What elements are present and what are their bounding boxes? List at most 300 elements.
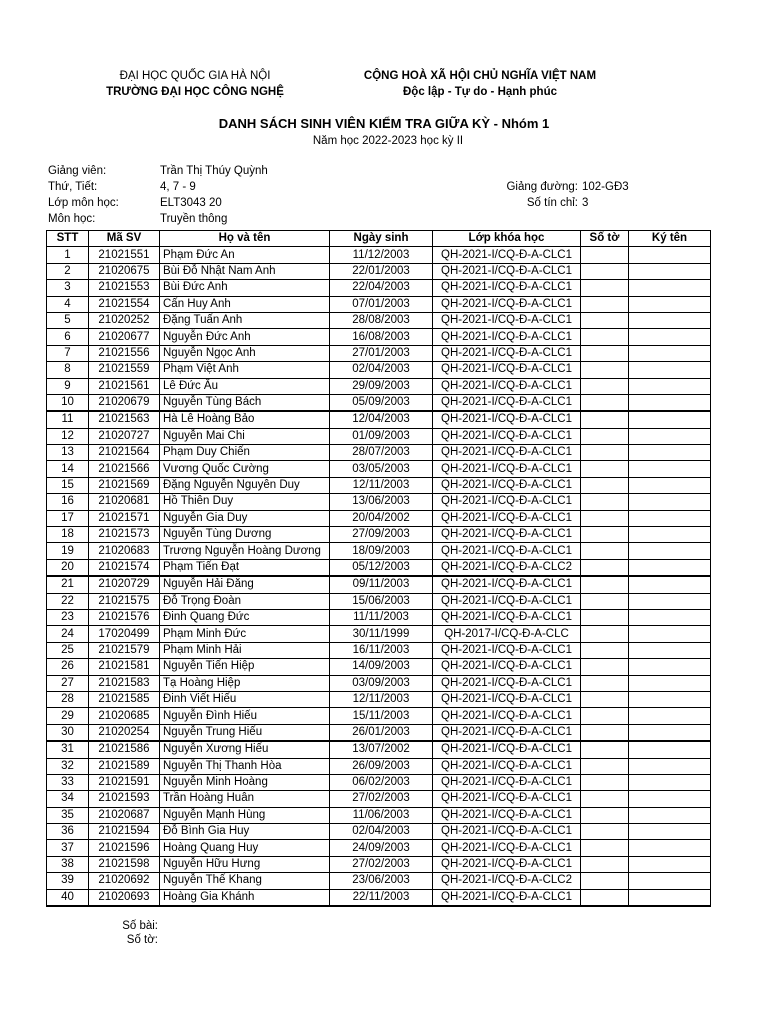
cell-signature — [629, 543, 711, 559]
table-row — [47, 329, 711, 345]
room-label: Giảng đường: — [506, 181, 578, 193]
cell-birth-date: 05/12/2003 — [330, 559, 433, 576]
cell-birth-date: 03/09/2003 — [330, 675, 433, 691]
cell-class: QH-2021-I/CQ-Đ-A-CLC2 — [433, 559, 581, 576]
cell-birth-date: 18/09/2003 — [330, 543, 433, 559]
cell-birth-date: 14/09/2003 — [330, 659, 433, 675]
cell-class: QH-2021-I/CQ-Đ-A-CLC1 — [433, 774, 581, 790]
cell-sheets — [581, 824, 629, 840]
cell-stt: 14 — [47, 461, 89, 477]
cell-sheets — [581, 477, 629, 493]
cell-birth-date: 27/02/2003 — [330, 791, 433, 807]
cell-class: QH-2021-I/CQ-Đ-A-CLC1 — [433, 543, 581, 559]
cell-birth-date: 22/11/2003 — [330, 889, 433, 906]
cell-full-name: Vương Quốc Cường — [160, 461, 330, 477]
cell-stt: 8 — [47, 362, 89, 378]
cell-student-id: 21021576 — [89, 609, 160, 625]
cell-stt: 9 — [47, 378, 89, 394]
cell-student-id: 21021573 — [89, 527, 160, 543]
cell-signature — [629, 247, 711, 263]
cell-sheets — [581, 856, 629, 872]
cell-sheets — [581, 345, 629, 361]
cell-birth-date: 26/01/2003 — [330, 724, 433, 741]
table-row — [47, 494, 711, 510]
cell-student-id: 17020499 — [89, 626, 160, 642]
cell-class: QH-2021-I/CQ-Đ-A-CLC1 — [433, 609, 581, 625]
cell-sheets — [581, 791, 629, 807]
cell-birth-date: 06/02/2003 — [330, 774, 433, 790]
cell-sheets — [581, 510, 629, 526]
cell-class: QH-2021-I/CQ-Đ-A-CLC1 — [433, 642, 581, 658]
subject-label: Môn học: — [48, 213, 96, 225]
cell-class: QH-2017-I/CQ-Đ-A-CLC — [433, 626, 581, 642]
cell-student-id: 21021553 — [89, 280, 160, 296]
cell-birth-date: 26/09/2003 — [330, 758, 433, 774]
cell-birth-date: 22/01/2003 — [330, 263, 433, 279]
cell-stt: 7 — [47, 345, 89, 361]
cell-student-id: 21021593 — [89, 791, 160, 807]
cell-student-id: 21021561 — [89, 378, 160, 394]
cell-signature — [629, 889, 711, 906]
cell-stt: 32 — [47, 758, 89, 774]
cell-student-id: 21021585 — [89, 691, 160, 707]
cell-full-name: Nguyễn Minh Hoàng — [160, 774, 330, 790]
cell-sheets — [581, 263, 629, 279]
table-row — [47, 428, 711, 444]
cell-birth-date: 27/02/2003 — [330, 856, 433, 872]
lecturer-label: Giảng viên: — [48, 165, 107, 177]
table-row — [47, 708, 711, 724]
column-header-student-id: Mã SV — [89, 231, 160, 247]
cell-class: QH-2021-I/CQ-Đ-A-CLC1 — [433, 889, 581, 906]
table-row — [47, 609, 711, 625]
cell-class: QH-2021-I/CQ-Đ-A-CLC1 — [433, 708, 581, 724]
table-row — [47, 724, 711, 741]
cell-student-id: 21021579 — [89, 642, 160, 658]
cell-full-name: Nguyễn Thế Khang — [160, 873, 330, 889]
cell-student-id: 21021591 — [89, 774, 160, 790]
cell-student-id: 21020677 — [89, 329, 160, 345]
cell-signature — [629, 461, 711, 477]
cell-stt: 39 — [47, 873, 89, 889]
table-row — [47, 626, 711, 642]
table-row — [47, 840, 711, 856]
table-row — [47, 461, 711, 477]
cell-class: QH-2021-I/CQ-Đ-A-CLC1 — [433, 461, 581, 477]
period-label: Thứ, Tiết: — [48, 181, 98, 193]
cell-student-id: 21021598 — [89, 856, 160, 872]
cell-student-id: 21021574 — [89, 559, 160, 576]
cell-signature — [629, 477, 711, 493]
cell-birth-date: 27/01/2003 — [330, 345, 433, 361]
table-row — [47, 296, 711, 312]
column-header-signature: Ký tên — [629, 231, 711, 247]
cell-sheets — [581, 461, 629, 477]
cell-student-id: 21021569 — [89, 477, 160, 493]
cell-sheets — [581, 312, 629, 328]
table-row — [47, 774, 711, 790]
cell-full-name: Nguyễn Trung Hiếu — [160, 724, 330, 741]
cell-stt: 31 — [47, 741, 89, 758]
table-row — [47, 345, 711, 361]
cell-signature — [629, 774, 711, 790]
period-value: 4, 7 - 9 — [160, 181, 196, 193]
table-row — [47, 807, 711, 823]
cell-sheets — [581, 593, 629, 609]
cell-stt: 36 — [47, 824, 89, 840]
cell-student-id: 21020693 — [89, 889, 160, 906]
cell-class: QH-2021-I/CQ-Đ-A-CLC1 — [433, 345, 581, 361]
cell-full-name: Nguyễn Đình Hiếu — [160, 708, 330, 724]
cell-sheets — [581, 394, 629, 411]
cell-student-id: 21020729 — [89, 576, 160, 593]
table-row — [47, 889, 711, 906]
cell-stt: 16 — [47, 494, 89, 510]
cell-student-id: 21021551 — [89, 247, 160, 263]
cell-student-id: 21020687 — [89, 807, 160, 823]
table-row — [47, 247, 711, 263]
cell-class: QH-2021-I/CQ-Đ-A-CLC1 — [433, 263, 581, 279]
cell-stt: 1 — [47, 247, 89, 263]
cell-full-name: Phạm Đức An — [160, 247, 330, 263]
cell-signature — [629, 428, 711, 444]
cell-signature — [629, 626, 711, 642]
cell-sheets — [581, 626, 629, 642]
cell-birth-date: 11/06/2003 — [330, 807, 433, 823]
cell-class: QH-2021-I/CQ-Đ-A-CLC1 — [433, 741, 581, 758]
cell-full-name: Phạm Minh Hải — [160, 642, 330, 658]
cell-full-name: Phạm Minh Đức — [160, 626, 330, 642]
column-header-birth-date: Ngày sinh — [330, 231, 433, 247]
university-name: ĐẠI HỌC QUỐC GIA HÀ NỘI — [119, 70, 271, 82]
country-motto: Độc lập - Tự do - Hạnh phúc — [403, 86, 557, 98]
cell-stt: 20 — [47, 559, 89, 576]
room-value: 102-GĐ3 — [582, 181, 629, 193]
cell-full-name: Bùi Đỗ Nhật Nam Anh — [160, 263, 330, 279]
table-row — [47, 675, 711, 691]
cell-birth-date: 09/11/2003 — [330, 576, 433, 593]
cell-student-id: 21021583 — [89, 675, 160, 691]
cell-signature — [629, 691, 711, 707]
cell-signature — [629, 263, 711, 279]
cell-student-id: 21021586 — [89, 741, 160, 758]
cell-signature — [629, 791, 711, 807]
cell-sheets — [581, 691, 629, 707]
cell-class: QH-2021-I/CQ-Đ-A-CLC1 — [433, 477, 581, 493]
cell-stt: 6 — [47, 329, 89, 345]
cell-birth-date: 27/09/2003 — [330, 527, 433, 543]
cell-full-name: Lê Đức Âu — [160, 378, 330, 394]
cell-class: QH-2021-I/CQ-Đ-A-CLC1 — [433, 510, 581, 526]
cell-full-name: Đinh Quang Đức — [160, 609, 330, 625]
cell-signature — [629, 873, 711, 889]
cell-sheets — [581, 527, 629, 543]
cell-birth-date: 11/12/2003 — [330, 247, 433, 263]
cell-birth-date: 01/09/2003 — [330, 428, 433, 444]
cell-birth-date: 29/09/2003 — [330, 378, 433, 394]
cell-signature — [629, 510, 711, 526]
cell-student-id: 21021556 — [89, 345, 160, 361]
cell-student-id: 21021559 — [89, 362, 160, 378]
cell-student-id: 21021594 — [89, 824, 160, 840]
cell-stt: 28 — [47, 691, 89, 707]
cell-sheets — [581, 774, 629, 790]
cell-signature — [629, 642, 711, 658]
cell-stt: 21 — [47, 576, 89, 593]
student-roster-table — [46, 230, 711, 907]
cell-stt: 38 — [47, 856, 89, 872]
cell-signature — [629, 394, 711, 411]
cell-stt: 5 — [47, 312, 89, 328]
cell-sheets — [581, 807, 629, 823]
cell-birth-date: 03/05/2003 — [330, 461, 433, 477]
cell-full-name: Đinh Viết Hiếu — [160, 691, 330, 707]
cell-full-name: Nguyễn Mạnh Hùng — [160, 807, 330, 823]
cell-signature — [629, 659, 711, 675]
cell-student-id: 21021589 — [89, 758, 160, 774]
table-row — [47, 741, 711, 758]
cell-signature — [629, 329, 711, 345]
cell-signature — [629, 345, 711, 361]
table-row — [47, 642, 711, 658]
cell-birth-date: 28/08/2003 — [330, 312, 433, 328]
cell-full-name: Nguyễn Tiến Hiệp — [160, 659, 330, 675]
cell-full-name: Nguyễn Hải Đăng — [160, 576, 330, 593]
cell-sheets — [581, 543, 629, 559]
cell-class: QH-2021-I/CQ-Đ-A-CLC1 — [433, 428, 581, 444]
cell-stt: 26 — [47, 659, 89, 675]
cell-sheets — [581, 378, 629, 394]
cell-student-id: 21020679 — [89, 394, 160, 411]
cell-full-name: Cấn Huy Anh — [160, 296, 330, 312]
cell-signature — [629, 593, 711, 609]
table-row — [47, 559, 711, 576]
table-row — [47, 824, 711, 840]
column-header-stt: STT — [47, 231, 89, 247]
table-row — [47, 394, 711, 411]
cell-stt: 22 — [47, 593, 89, 609]
cell-full-name: Hoàng Quang Huy — [160, 840, 330, 856]
cell-student-id: 21020675 — [89, 263, 160, 279]
country-name: CỘNG HOÀ XÃ HỘI CHỦ NGHĨA VIỆT NAM — [363, 70, 597, 82]
cell-sheets — [581, 889, 629, 906]
credits-value: 3 — [582, 197, 589, 209]
cell-full-name: Trương Nguyễn Hoàng Dương — [160, 543, 330, 559]
cell-signature — [629, 807, 711, 823]
cell-stt: 27 — [47, 675, 89, 691]
cell-birth-date: 12/04/2003 — [330, 411, 433, 428]
table-row — [47, 543, 711, 559]
cell-stt: 23 — [47, 609, 89, 625]
cell-full-name: Phạm Việt Anh — [160, 362, 330, 378]
cell-student-id: 21021563 — [89, 411, 160, 428]
cell-student-id: 21020727 — [89, 428, 160, 444]
cell-full-name: Nguyễn Thị Thanh Hòa — [160, 758, 330, 774]
table-row — [47, 411, 711, 428]
cell-student-id: 21021571 — [89, 510, 160, 526]
cell-birth-date: 07/01/2003 — [330, 296, 433, 312]
cell-class: QH-2021-I/CQ-Đ-A-CLC1 — [433, 312, 581, 328]
cell-sheets — [581, 724, 629, 741]
cell-signature — [629, 741, 711, 758]
cell-class: QH-2021-I/CQ-Đ-A-CLC1 — [433, 807, 581, 823]
table-header-row — [47, 231, 711, 247]
cell-student-id: 21021581 — [89, 659, 160, 675]
cell-class: QH-2021-I/CQ-Đ-A-CLC1 — [433, 691, 581, 707]
table-row — [47, 312, 711, 328]
cell-stt: 19 — [47, 543, 89, 559]
cell-sheets — [581, 362, 629, 378]
cell-full-name: Nguyễn Mai Chi — [160, 428, 330, 444]
cell-full-name: Hà Lê Hoàng Bảo — [160, 411, 330, 428]
cell-student-id: 21020254 — [89, 724, 160, 741]
table-row — [47, 856, 711, 872]
table-row — [47, 593, 711, 609]
table-row — [47, 378, 711, 394]
cell-class: QH-2021-I/CQ-Đ-A-CLC1 — [433, 329, 581, 345]
cell-signature — [629, 494, 711, 510]
cell-signature — [629, 576, 711, 593]
cell-birth-date: 16/08/2003 — [330, 329, 433, 345]
cell-class: QH-2021-I/CQ-Đ-A-CLC1 — [433, 362, 581, 378]
cell-full-name: Phạm Tiến Đạt — [160, 559, 330, 576]
class-label: Lớp môn học: — [48, 197, 119, 209]
cell-stt: 17 — [47, 510, 89, 526]
cell-stt: 11 — [47, 411, 89, 428]
cell-stt: 4 — [47, 296, 89, 312]
cell-student-id: 21020681 — [89, 494, 160, 510]
credits-label: Số tín chỉ: — [526, 197, 578, 209]
cell-student-id: 21020685 — [89, 708, 160, 724]
cell-sheets — [581, 329, 629, 345]
cell-stt: 37 — [47, 840, 89, 856]
cell-stt: 35 — [47, 807, 89, 823]
cell-signature — [629, 378, 711, 394]
cell-stt: 25 — [47, 642, 89, 658]
lecturer-value: Trần Thị Thúy Quỳnh — [160, 165, 268, 177]
cell-birth-date: 02/04/2003 — [330, 362, 433, 378]
cell-student-id: 21020692 — [89, 873, 160, 889]
cell-birth-date: 23/06/2003 — [330, 873, 433, 889]
cell-birth-date: 22/04/2003 — [330, 280, 433, 296]
cell-full-name: Hoàng Gia Khánh — [160, 889, 330, 906]
cell-student-id: 21020252 — [89, 312, 160, 328]
cell-signature — [629, 675, 711, 691]
page-title: DANH SÁCH SINH VIÊN KIỂM TRA GIỮA KỲ - Nhóm 1 — [218, 116, 550, 131]
cell-signature — [629, 527, 711, 543]
cell-signature — [629, 708, 711, 724]
school-name: TRƯỜNG ĐẠI HỌC CÔNG NGHỆ — [106, 86, 284, 98]
table-row — [47, 691, 711, 707]
table-row — [47, 873, 711, 889]
column-header-full-name: Họ và tên — [160, 231, 330, 247]
cell-stt: 13 — [47, 445, 89, 461]
cell-signature — [629, 280, 711, 296]
cell-stt: 30 — [47, 724, 89, 741]
cell-sheets — [581, 840, 629, 856]
cell-signature — [629, 609, 711, 625]
cell-sheets — [581, 280, 629, 296]
cell-birth-date: 13/07/2002 — [330, 741, 433, 758]
cell-stt: 10 — [47, 394, 89, 411]
column-header-class: Lớp khóa học — [433, 231, 581, 247]
cell-signature — [629, 824, 711, 840]
cell-signature — [629, 411, 711, 428]
table-row — [47, 280, 711, 296]
cell-signature — [629, 296, 711, 312]
cell-signature — [629, 312, 711, 328]
cell-birth-date: 02/04/2003 — [330, 824, 433, 840]
cell-birth-date: 12/11/2003 — [330, 691, 433, 707]
cell-full-name: Nguyễn Ngọc Anh — [160, 345, 330, 361]
cell-full-name: Đỗ Bình Gia Huy — [160, 824, 330, 840]
cell-signature — [629, 840, 711, 856]
cell-stt: 29 — [47, 708, 89, 724]
cell-class: QH-2021-I/CQ-Đ-A-CLC1 — [433, 296, 581, 312]
cell-full-name: Phạm Duy Chiến — [160, 445, 330, 461]
cell-sheets — [581, 296, 629, 312]
cell-class: QH-2021-I/CQ-Đ-A-CLC1 — [433, 494, 581, 510]
cell-full-name: Hồ Thiên Duy — [160, 494, 330, 510]
table-row — [47, 576, 711, 593]
cell-sheets — [581, 741, 629, 758]
cell-birth-date: 30/11/1999 — [330, 626, 433, 642]
cell-class: QH-2021-I/CQ-Đ-A-CLC1 — [433, 840, 581, 856]
cell-class: QH-2021-I/CQ-Đ-A-CLC1 — [433, 445, 581, 461]
cell-sheets — [581, 247, 629, 263]
cell-class: QH-2021-I/CQ-Đ-A-CLC1 — [433, 724, 581, 741]
cell-signature — [629, 559, 711, 576]
cell-student-id: 21021566 — [89, 461, 160, 477]
cell-full-name: Nguyễn Gia Duy — [160, 510, 330, 526]
cell-class: QH-2021-I/CQ-Đ-A-CLC2 — [433, 873, 581, 889]
cell-stt: 33 — [47, 774, 89, 790]
cell-full-name: Đặng Tuấn Anh — [160, 312, 330, 328]
cell-class: QH-2021-I/CQ-Đ-A-CLC1 — [433, 247, 581, 263]
cell-class: QH-2021-I/CQ-Đ-A-CLC1 — [433, 675, 581, 691]
cell-birth-date: 05/09/2003 — [330, 394, 433, 411]
cell-sheets — [581, 708, 629, 724]
cell-stt: 24 — [47, 626, 89, 642]
cell-student-id: 21020683 — [89, 543, 160, 559]
cell-class: QH-2021-I/CQ-Đ-A-CLC1 — [433, 824, 581, 840]
table-row — [47, 758, 711, 774]
column-header-sheets: Số tờ — [581, 231, 629, 247]
cell-full-name: Bùi Đức Anh — [160, 280, 330, 296]
cell-birth-date: 20/04/2002 — [330, 510, 433, 526]
cell-stt: 15 — [47, 477, 89, 493]
cell-birth-date: 15/06/2003 — [330, 593, 433, 609]
table-row — [47, 510, 711, 526]
table-body — [47, 247, 711, 906]
cell-stt: 18 — [47, 527, 89, 543]
cell-signature — [629, 758, 711, 774]
cell-full-name: Nguyễn Đức Anh — [160, 329, 330, 345]
cell-student-id: 21021564 — [89, 445, 160, 461]
table-row — [47, 527, 711, 543]
cell-stt: 12 — [47, 428, 89, 444]
cell-full-name: Nguyễn Tùng Dương — [160, 527, 330, 543]
cell-stt: 34 — [47, 791, 89, 807]
cell-birth-date: 24/09/2003 — [330, 840, 433, 856]
cell-class: QH-2021-I/CQ-Đ-A-CLC1 — [433, 527, 581, 543]
cell-sheets — [581, 659, 629, 675]
table-row — [47, 362, 711, 378]
cell-birth-date: 15/11/2003 — [330, 708, 433, 724]
cell-class: QH-2021-I/CQ-Đ-A-CLC1 — [433, 659, 581, 675]
cell-sheets — [581, 445, 629, 461]
cell-signature — [629, 724, 711, 741]
